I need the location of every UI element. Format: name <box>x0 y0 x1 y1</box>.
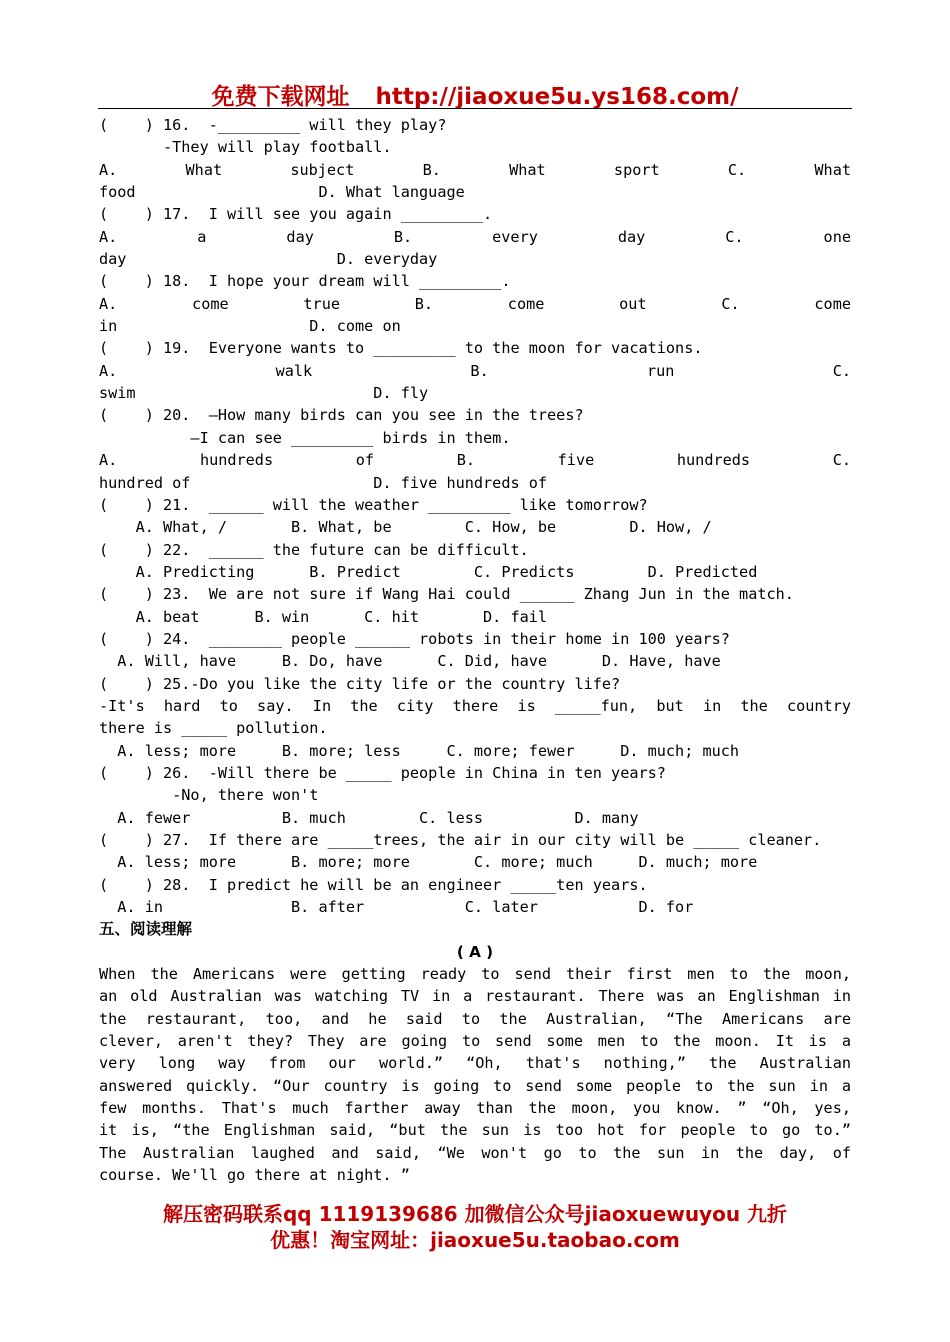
question-line: -No, there won't <box>99 786 319 805</box>
question-options: A. a day B. every day C. one <box>99 227 851 246</box>
question-options-cont: day D. everyday <box>99 250 438 269</box>
question-stem: ( ) 16. -_________ will they play? <box>99 116 447 134</box>
section-title: 五、阅读理解 <box>99 920 193 939</box>
passage-line: clever, aren't they? They are going to send some men to the moon. It is a <box>99 1032 851 1051</box>
question-line: A. fewer B. much C. less D. many <box>99 808 639 827</box>
question-line: ( ) 21. ______ will the weather _________ like tomorrow? <box>99 495 648 514</box>
question-line: ( ) 28. I predict he will be an engineer _____ten years. <box>99 875 648 894</box>
question-stem: ( ) 18. I hope your dream will _________. <box>99 272 511 291</box>
passage-line: answered quickly. “Our country is going to send some people to the sun in a <box>99 1076 851 1095</box>
question-options: A. come true B. come out C. come <box>99 294 851 313</box>
question-stem: ( ) 19. Everyone wants to _________ to the moon for vacations. <box>99 339 703 358</box>
question-options: A. What subject B. What sport C. What <box>99 160 851 179</box>
question-line: A. What, / B. What, be C. How, be D. How, / <box>99 518 712 537</box>
question-line: -It's hard to say. In the city there is _____fun, but in the country <box>99 696 851 715</box>
question-line: ( ) 23. We are not sure if Wang Hai could ______ Zhang Jun in the match. <box>99 585 794 604</box>
footer-line-1: 解压密码联系qq 1119139686 加微信公众号jiaoxuewuyou 九折 <box>162 1202 788 1226</box>
exercise-body <box>99 114 851 1187</box>
question-line: A. less; more B. more; more C. more; much D. much; more <box>99 853 758 872</box>
question-sub: —I can see _________ birds in them. <box>99 428 511 447</box>
passage-line: course. We'll go there at night. ” <box>99 1166 410 1185</box>
question-line: A. Predicting B. Predict C. Predicts D. Predicted <box>99 562 758 581</box>
question-options-cont: in D. come on <box>99 317 401 336</box>
question-line: there is _____ pollution. <box>99 719 328 738</box>
question-sub: -They will play football. <box>99 138 392 157</box>
download-url-link[interactable]: http://jiaoxue5u.ys168.com/ <box>375 84 739 110</box>
passage-line: When the Americans were getting ready to send their first men to the moon, <box>99 965 851 984</box>
question-line: ( ) 26. -Will there be _____ people in China in ten years? <box>99 763 666 782</box>
question-stem: ( ) 20. —How many birds can you see in the trees? <box>99 406 584 425</box>
question-line: ( ) 24. ________ people ______ robots in their home in 100 years? <box>99 629 730 648</box>
question-options-cont: hundred of D. five hundreds of <box>99 473 548 492</box>
question-line: ( ) 25.-Do you like the city life or the country life? <box>99 674 621 693</box>
question-line: A. less; more B. more; less C. more; fewer D. much; much <box>99 741 740 760</box>
passage-line: few months. That's much farther away than the moon, you know. ” “Oh, yes, <box>99 1099 851 1118</box>
header-rule <box>98 108 852 109</box>
question-options: A. hundreds of B. five hundreds C. <box>99 451 851 470</box>
passage-line: it is, “the Englishman said, “but the sun is too hot for people to go to.” <box>99 1121 851 1140</box>
passage-line: The Australian laughed and said, “We won't go to the sun in the day, of <box>99 1143 851 1162</box>
page-header <box>98 78 852 111</box>
question-line: A. in B. after C. later D. for <box>99 898 694 917</box>
section-subtitle: ( A ) <box>456 942 494 961</box>
question-line: ( ) 22. ______ the future can be difficult. <box>99 540 529 559</box>
download-label: 免费下载网址 <box>211 84 350 110</box>
passage-line: very long way from our world.” “Oh, that's nothing,” the Australian <box>99 1054 851 1073</box>
question-options-cont: food D. What language <box>99 183 465 202</box>
passage-line: the restaurant, too, and he said to the Australian, “The Americans are <box>99 1009 851 1028</box>
question-line: ( ) 27. If there are _____trees, the air in our city will be _____ cleaner. <box>99 831 822 849</box>
question-line: A. Will, have B. Do, have C. Did, have D. Have, have <box>99 652 721 671</box>
question-options-cont: swim D. fly <box>99 384 429 403</box>
footer-line-2: 优惠！淘宝网址：jiaoxue5u.taobao.com <box>270 1228 680 1252</box>
passage-line: an old Australian was watching TV in a restaurant. There was an Englishman in <box>99 987 851 1006</box>
question-options: A. walk B. run C. <box>99 361 851 380</box>
question-line: A. beat B. win C. hit D. fail <box>99 607 548 626</box>
question-stem: ( ) 17. I will see you again _________. <box>99 205 493 224</box>
